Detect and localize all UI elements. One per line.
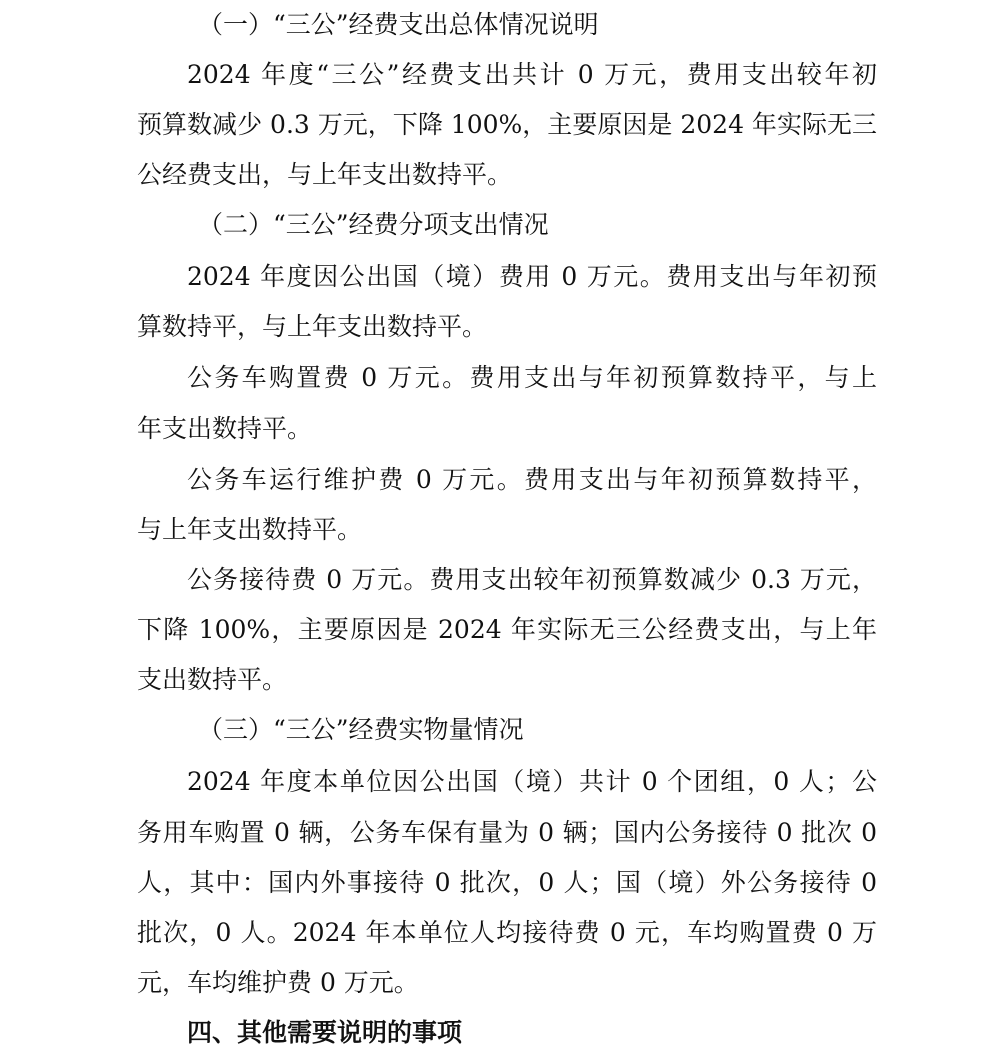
paragraph-line: 公务车运行维护费 0 万元。费用支出与年初预算数持平， xyxy=(187,465,877,494)
paragraph-line: 与上年支出数持平。 xyxy=(137,515,363,544)
paragraph-line: 年支出数持平。 xyxy=(137,414,313,443)
paragraph-line: 人，其中：国内外事接待 0 批次，0 人；国（境）外公务接待 0 xyxy=(137,868,877,897)
paragraph-line: 预算数减少 0.3 万元，下降 100%，主要原因是 2024 年实际无三 xyxy=(137,110,877,139)
paragraph-line: 下降 100%，主要原因是 2024 年实际无三公经费支出，与上年 xyxy=(137,615,877,644)
paragraph-line: 公务接待费 0 万元。费用支出较年初预算数减少 0.3 万元， xyxy=(187,565,877,594)
section-heading-itemized: （二）“三公”经费分项支出情况 xyxy=(198,210,549,239)
paragraph-line: 公务车购置费 0 万元。费用支出与年初预算数持平，与上 xyxy=(187,363,877,392)
paragraph-line: 2024 年度“三公”经费支出共计 0 万元，费用支出较年初 xyxy=(187,60,877,89)
section-heading-other-matters: 四、其他需要说明的事项 xyxy=(187,1018,463,1047)
section-heading-physical: （三）“三公”经费实物量情况 xyxy=(198,715,524,744)
paragraph-line: 2024 年度因公出国（境）费用 0 万元。费用支出与年初预 xyxy=(187,262,877,291)
paragraph-line: 批次，0 人。2024 年本单位人均接待费 0 元，车均购置费 0 万 xyxy=(137,918,877,947)
paragraph-line: 务用车购置 0 辆，公务车保有量为 0 辆；国内公务接待 0 批次 0 xyxy=(137,818,877,847)
paragraph-line: 公经费支出，与上年支出数持平。 xyxy=(137,160,513,189)
paragraph-line: 元，车均维护费 0 万元。 xyxy=(137,968,419,997)
paragraph-line: 支出数持平。 xyxy=(137,665,288,694)
section-heading-overall: （一）“三公”经费支出总体情况说明 xyxy=(198,10,599,39)
paragraph-line: 算数持平，与上年支出数持平。 xyxy=(137,312,488,341)
paragraph-line: 2024 年度本单位因公出国（境）共计 0 个团组，0 人；公 xyxy=(187,767,877,796)
